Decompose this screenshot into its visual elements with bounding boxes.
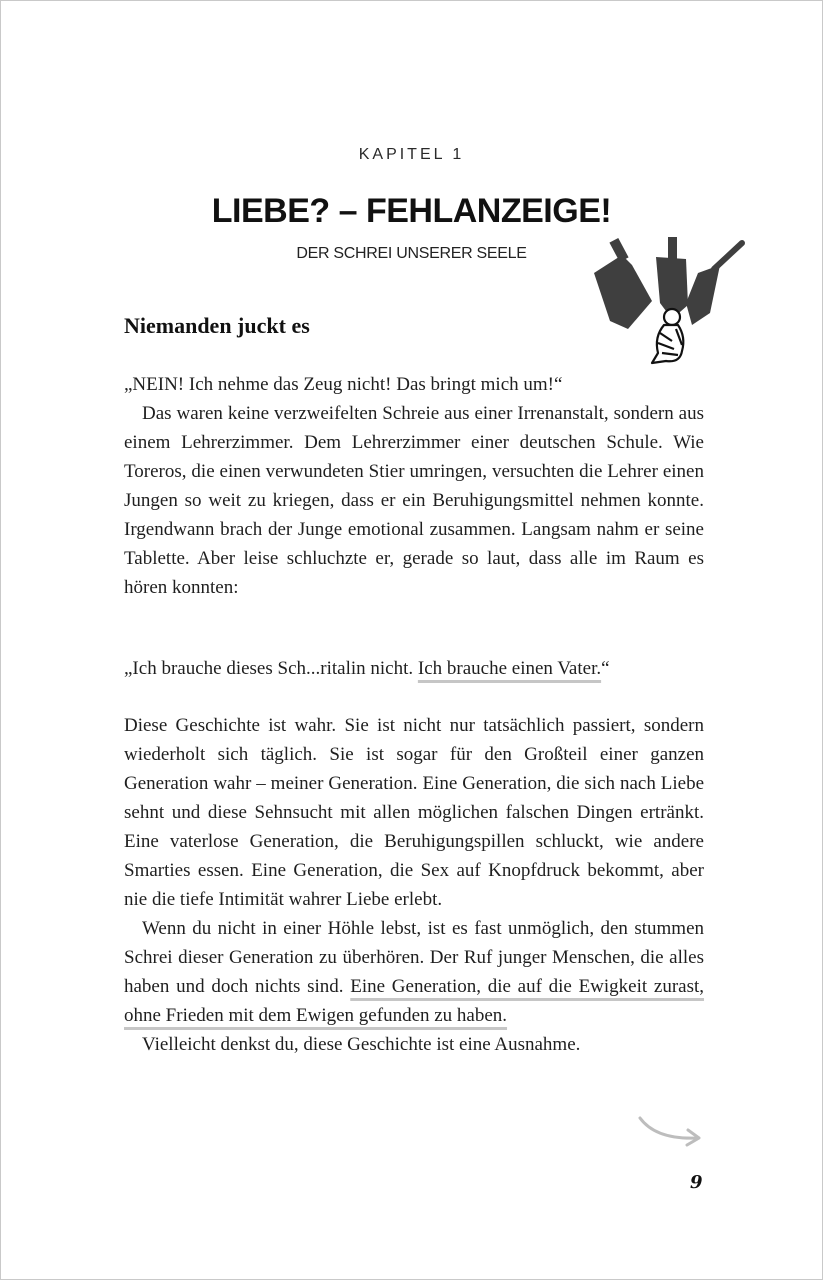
text-block-intro bbox=[124, 370, 704, 602]
page-number: 9 bbox=[690, 1172, 703, 1193]
highlighted-quote: Ich brauche einen Vater. bbox=[417, 658, 602, 679]
paragraph-exception: Vielleicht denkst du, diese Geschichte ist eine Ausnahme. bbox=[142, 1034, 581, 1055]
chapter-subtitle: DER SCHREI UNSERER SEELE bbox=[296, 245, 527, 262]
chapter-label: KAPITEL 1 bbox=[358, 146, 465, 163]
paragraph-cry-text: Wenn du nicht in einer Höhle lebst, ist es fast unmöglich, den stummen Schrei dieser Generation zu überhören. Der Ruf junger Menschen, die alles haben und doch nichts sind. bbox=[124, 918, 704, 997]
section-heading: Niemanden juckt es bbox=[124, 313, 310, 338]
chapter-title: LIEBE? – FEHLANZEIGE! bbox=[211, 192, 612, 230]
highlighted-sentence: Eine Generation, die auf die Ewigkeit zurast, ohne Frieden mit dem Ewigen gefunden zu haben. bbox=[124, 976, 705, 1026]
paragraph-story: Das waren keine verzweifelten Schreie aus einer Irrenanstalt, sondern aus einem Lehrerzimmer. Dem Lehrerzimmer einer deutschen Schule. Wie Toreros, die einen verwundeten Stier umringen, versuchten die Lehrer einen Jungen so weit zu kriegen, dass er ein Beruhigungsmittel nehmen konnte. Irgendwann brach der Junge emotional zusammen. Langsam nahm er seine Tablette. Aber leise schluchzte er, gerade so laut, dass alle im Raum es hören konnten: bbox=[124, 403, 704, 598]
quote-block bbox=[124, 654, 704, 683]
paragraph-generation: Diese Geschichte ist wahr. Sie ist nicht nur tatsächlich passiert, sondern wiederholt sich täglich. Sie ist sogar für den Großteil einer ganzen Generation wahr – meiner Generation. Eine Generation, die sich nach Liebe sehnt und diese Sehnsucht mit allen möglichen falschen Dingen ertränkt. Eine vaterlose Generation, die Beruhigungspillen schluckt, wie andere Smarties essen. Eine Generation, die Sex auf Knopfdruck bekommt, aber nie die tiefe Intimität wahrer Liebe erlebt. bbox=[124, 715, 704, 910]
text-block-main bbox=[124, 711, 704, 1059]
quote-part: „Ich brauche dieses Sch...ritalin nicht. bbox=[124, 658, 418, 679]
spotlights-crouching-figure-icon bbox=[588, 233, 748, 373]
quote-close: “ bbox=[601, 658, 610, 679]
paragraph-quote-father bbox=[124, 654, 704, 683]
arrow-right-icon bbox=[636, 1110, 706, 1150]
paragraph-quote-no: „NEIN! Ich nehme das Zeug nicht! Das bringt mich um!“ bbox=[124, 374, 563, 395]
paragraph-cry bbox=[124, 914, 704, 1030]
